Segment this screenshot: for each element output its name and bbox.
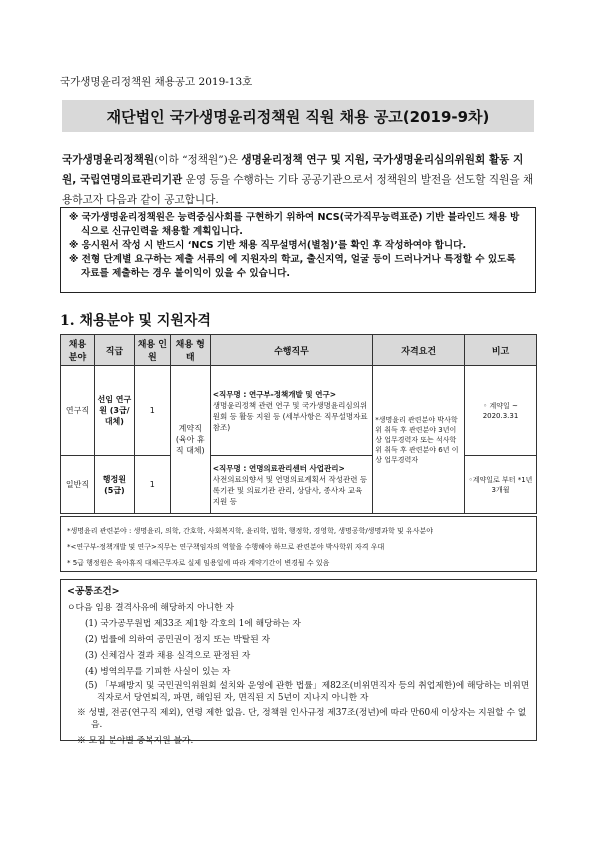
header-count: 채용 인원 — [134, 335, 170, 366]
note-application: ※ 응시원서 작성 시 반드시 ‘NCS 기반 채용 직무설명서(별첨)’를 확인 후 작성하여야 합니다. — [69, 240, 467, 251]
common-item: (5) 「부패방지 및 국민권익위원회 설치와 운영에 관한 법률」제82조(비위면직자 등의 취업제한)에 해당하는 비위면직자로서 당연퇴직, 파면, 해임된 자, 면직된 지 5년이 지나지 아니한 자 — [85, 681, 530, 703]
cell-duty — [210, 456, 373, 514]
footnote-field: *생명윤리 관련분야 : 생명윤리, 의학, 간호학, 사회복지학, 윤리학, 법학, 행정학, 경영학, 생명공학/생명과학 및 유사분야 — [67, 527, 433, 535]
cell-field: 연구직 — [61, 366, 95, 456]
common-item: (3) 신체검사 결과 채용 실격으로 판정된 자 — [85, 651, 251, 661]
cell-qualification: *생명윤리 관련분야 박사학위 취득 후 관련분야 3년이상 업무경력자 또는 석사학위 취득 후 관련분야 6년 이상 업무경력자 — [373, 366, 465, 514]
cell-count: 1 — [134, 456, 170, 514]
footnote-preference: *<연구부-정책개발 및 연구>직무는 연구책임자의 역할을 수행해야 하므로 관련분야 박사학위 자격 우대 — [67, 543, 385, 551]
header-type: 채용 형태 — [170, 335, 210, 366]
note-documents: ※ 전형 단계별 요구하는 제출 서류의 에 지원자의 학교, 출신지역, 얼굴 등이 드러나거나 특정할 수 있도록 자료를 제출하는 경우 불이익이 있을 수 있습니다. — [69, 254, 516, 279]
duty-title: <직무명 : 연명의료관리센터 사업관리> — [212, 463, 345, 473]
cell-field: 일반직 — [61, 456, 95, 514]
cell-employment-type: 계약직 (육아 휴직 대체) — [170, 366, 210, 514]
header-grade: 직급 — [94, 335, 134, 366]
section-title: 1. 채용분야 및 지원자격 — [60, 313, 211, 329]
table-row — [61, 366, 537, 456]
common-note-age: ※ 성별, 전공(연구직 제외), 연령 제한 없음. 단, 정책원 인사규정 제37조(정년)에 따라 만60세 이상자는 지원할 수 없음. — [77, 708, 527, 730]
cell-duty — [210, 366, 373, 456]
header-remark: 비고 — [465, 335, 537, 366]
intro-rest: 운영 등을 수행하는 기타 공공기관으로서 정책원의 발전을 선도할 직원을 채용하고자 다음과 같이 공고합니다. — [62, 174, 534, 206]
page-title: 재단법인 국가생명윤리정책원 직원 채용 공고(2019-9차) — [62, 100, 534, 132]
common-item: (1) 국가공무원법 제33조 제1항 각호의 1에 해당하는 자 — [85, 619, 301, 629]
header-field: 채용 분야 — [61, 335, 95, 366]
footnotes-box — [60, 516, 537, 572]
header-qualification: 자격요건 — [373, 335, 465, 366]
cell-grade: 행정원 (5급) — [94, 456, 134, 514]
common-item: (4) 병역의무를 기피한 사실이 있는 자 — [85, 667, 231, 677]
footnote-contract: * 5급 행정원은 육아휴직 대체근무자로 실제 임용일에 따라 계약기간이 변경될 수 있음 — [67, 559, 330, 567]
cell-remark: ◦계약일로 부터 *1년 3개월 — [465, 456, 537, 514]
table-row — [61, 456, 537, 514]
cell-remark: ◦ 계약일 ~ 2020.3.31 — [465, 366, 537, 456]
recruitment-table — [60, 334, 537, 514]
cell-grade: 선임 연구원 (3급/ 대체) — [94, 366, 134, 456]
header-duty: 수행직무 — [210, 335, 373, 366]
common-note-duplicate: ※ 모집 분야별 중복지원 불가. — [77, 736, 194, 746]
intro-activities: 생명윤리정책 연구 및 지원, 국가생명윤리심의위원회 활동 지원, 국립연명의료관리기관 — [62, 154, 524, 186]
common-lead: ㅇ다음 임용 결격사유에 해당하지 아니한 자 — [67, 603, 234, 613]
notice-number: 국가생명윤리정책원 채용공고 2019-13호 — [60, 76, 253, 88]
duty-title: <직무명 : 연구부-정책개발 및 연구> — [212, 389, 337, 399]
intro-aka: (이하 “정책원”)은 — [154, 154, 242, 166]
common-heading: <공통조건> — [67, 586, 120, 597]
duty-desc: 사전의료의향서 및 연명의료계획서 작성관련 등록기관 및 의료기관 관리, 상담사, 종사자 교육 지원 등 — [212, 474, 368, 506]
note-ncs: ※ 국가생명윤리정책원은 능력중심사회를 구현하기 위하여 NCS(국가직무능력표준) 기반 블라인드 채용 방식으로 신규인력을 채용할 계획입니다. — [69, 212, 520, 237]
duty-desc: 생명윤리정책 관련 연구 및 국가생명윤리심의위원회 등 활동 지원 등 (세부사항은 직무설명자료 참조) — [212, 400, 368, 432]
cell-count: 1 — [134, 366, 170, 456]
common-conditions-box — [60, 579, 537, 746]
common-item: (2) 법률에 의하여 공민권이 정지 또는 박탈된 자 — [85, 635, 270, 645]
intro-paragraph — [62, 150, 536, 210]
intro-org: 국가생명윤리정책원 — [62, 154, 155, 166]
notes-box — [60, 207, 536, 293]
